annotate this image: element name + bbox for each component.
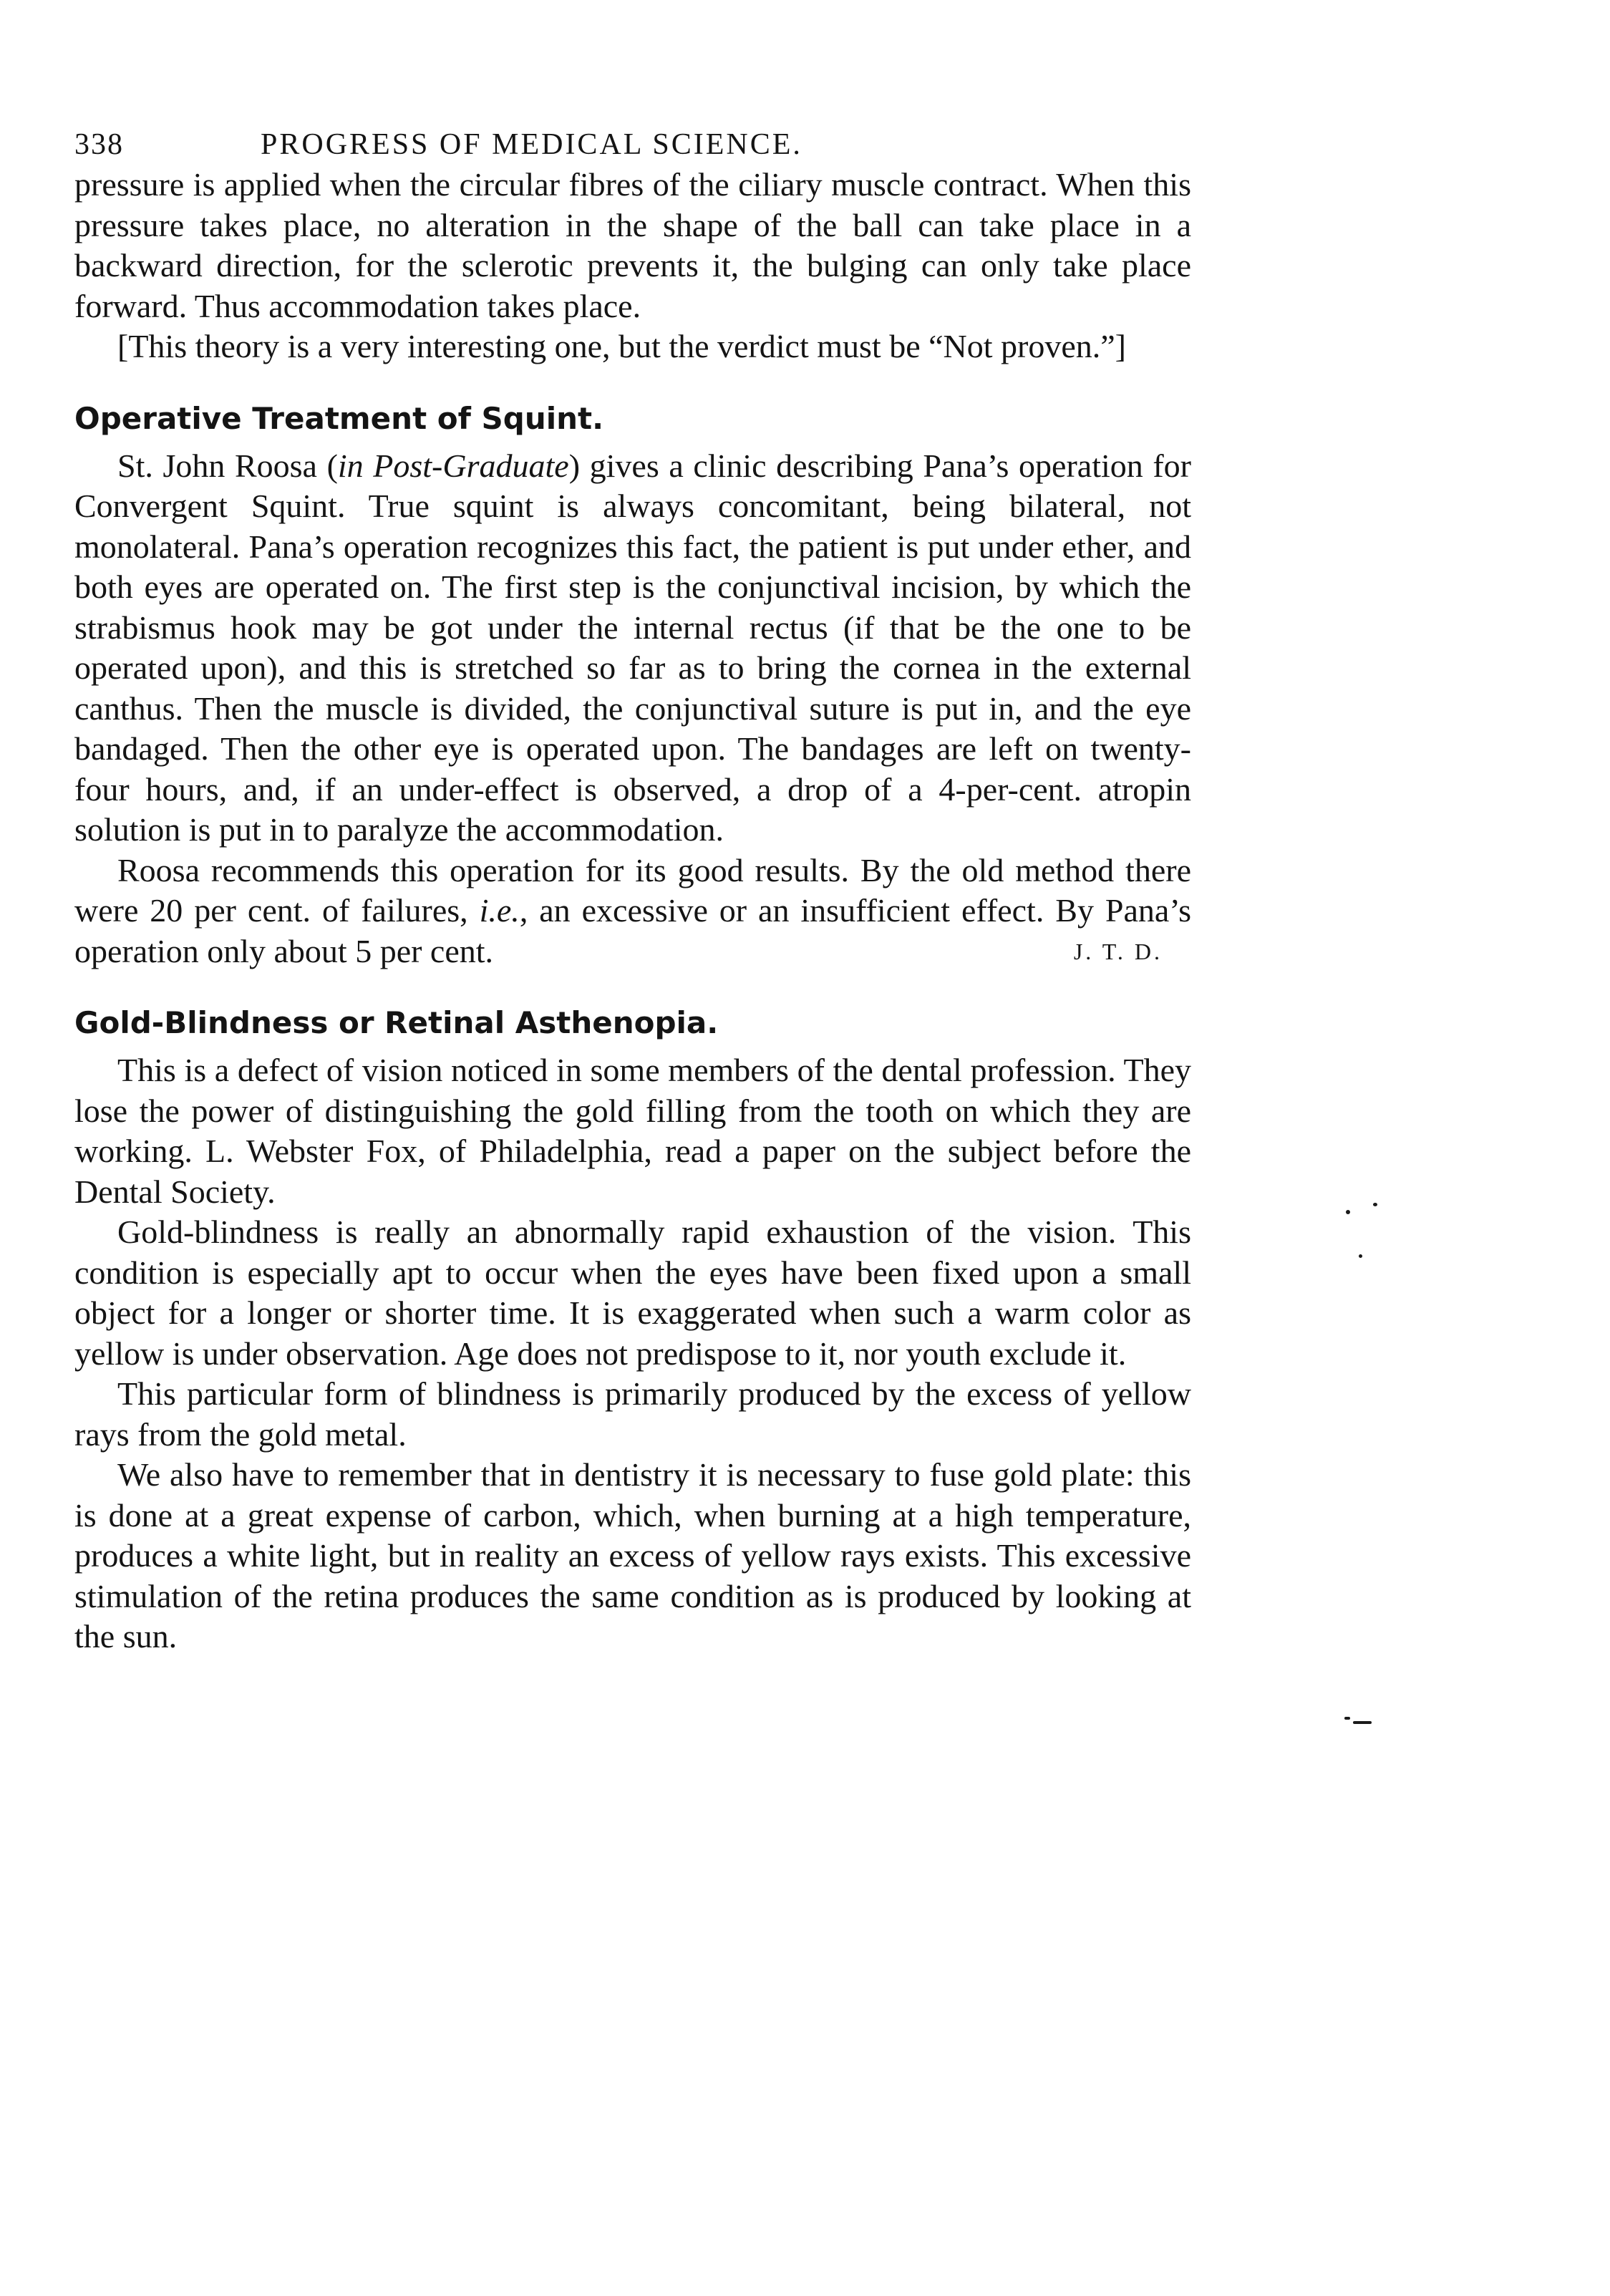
running-head xyxy=(74,107,1191,165)
section-heading-gold-blindness: Gold-Blindness or Retinal Asthenopia. xyxy=(74,1005,719,1040)
scan-speck xyxy=(1359,1254,1362,1258)
squint-paragraph-1 xyxy=(74,446,1191,851)
page-number: 338 xyxy=(74,128,124,161)
intro-paragraph: pressure is applied when the circular fibres of the ciliary muscle contract. When this pressure takes place, no alteration in the shape of the ball can take place in a backward direction, for the sclerotic prevents it, the bulging can only take place forward. Thus accommodation takes place. xyxy=(74,166,1191,324)
gold-paragraph-2: Gold-blindness is really an abnormally rapid exhaustion of the vision. This condition is especially apt to occur when the eyes have been fixed upon a small object for a longer or shorter time. It is exaggerated when such a warm color as yellow is under observation. Age does not predispose to it, nor youth exclude it. xyxy=(74,1214,1191,1372)
gold-paragraph-4: We also have to remember that in dentistry it is necessary to fuse gold plate: this is done at a great expense of carbon, which, when burning at a high temperature, produces a white light, but in reality an excess of yellow rays exists. This excessive stimulation of the retina produces the same condition as is produced by looking at the sun. xyxy=(74,1456,1191,1655)
scan-speck xyxy=(1353,1721,1372,1724)
gold-paragraph-3: This particular form of blindness is primarily produced by the excess of yellow rays from the gold metal. xyxy=(74,1375,1191,1453)
author-initials: J. T. D. xyxy=(1073,938,1163,964)
squint-p1-rest: ) gives a clinic describing Pana’s operation for Convergent Squint. True squint is always concomitant, being bilateral, not monolateral. Pana’s operation recognizes this fact, the patient is put under ether, and both eyes are operated on. The first step is the conjunctival incision, by which the strabismus hook may be got under the internal rectus (if that be the one to be operated upon), and this is stretched so far as to bring the cornea in the external canthus. Then the muscle is divided, the conjunctival suture is put in, and the eye bandaged. Then the other eye is operated upon. The bandages are left on twenty-four hours, and, if an under-effect is observed, a drop of a 4-per-cent. atropin solution is put in to paralyze the accommodation. xyxy=(74,447,1191,848)
squint-p1-italic: in Post-Graduate xyxy=(337,447,569,484)
editor-note-paragraph: [This theory is a very interesting one, but the verdict must be “Not proven.”] xyxy=(117,328,1126,364)
squint-p1-start: St. John Roosa ( xyxy=(117,447,338,484)
scan-speck xyxy=(1346,1210,1350,1214)
running-title: PROGRESS OF MEDICAL SCIENCE. xyxy=(261,128,802,161)
squint-p2-rest: , an excessive or an insufficient effect. By Pana’s operation only about 5 per cent. xyxy=(74,892,1191,969)
scan-speck xyxy=(1373,1203,1377,1206)
book-page xyxy=(74,107,1191,1657)
scan-speck xyxy=(1344,1717,1350,1720)
squint-p2-start: Roosa recommends this operation for its good results. By the old method there were 20 per cent. of failures, xyxy=(74,851,1191,929)
section-heading-squint: Operative Treatment of Squint. xyxy=(74,400,604,436)
squint-paragraph-2 xyxy=(74,851,1191,972)
gold-paragraph-1: This is a defect of vision noticed in some members of the dental profession. They lose the power of distinguishing the gold filling from the tooth on which they are working. L. Webster Fox, of Philadelphia, read a paper on the subject before the Dental Society. xyxy=(74,1052,1191,1210)
squint-p2-italic: i.e. xyxy=(479,892,520,929)
